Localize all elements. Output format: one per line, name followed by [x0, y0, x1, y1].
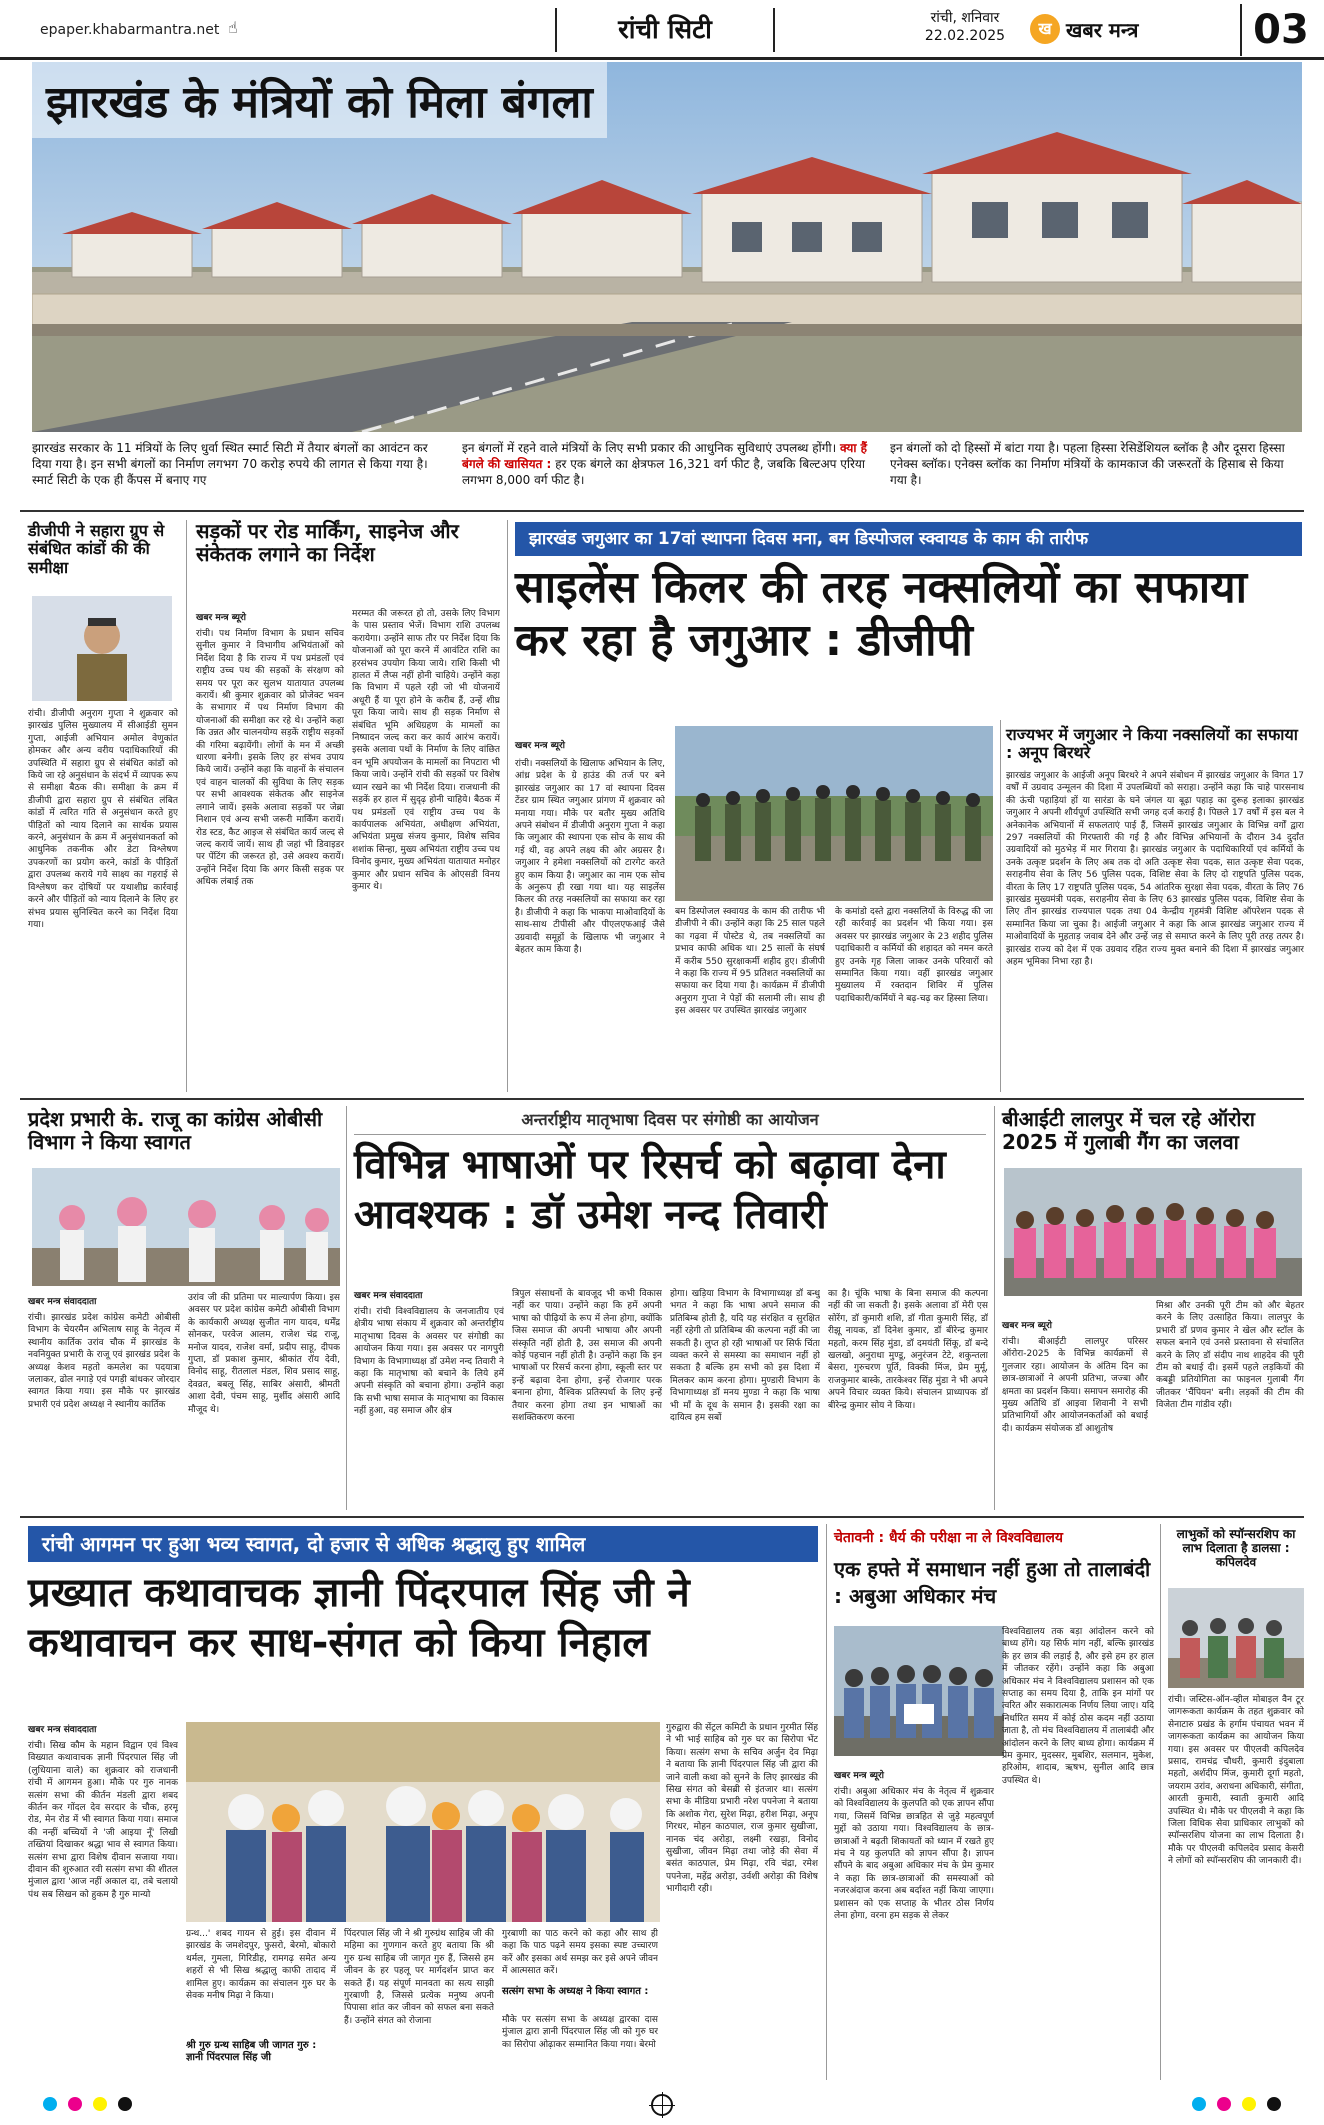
bit-col-2: मिश्रा और उनकी पूरी टीम को और बेहतर करने के लिए उत्साहित किया। लालपुर के प्रभारी डॉ प्रणव कुमार ने खेल और स्टॉल के सफल बनाने एवं उनसे प्रस्तावना से संचालित करने के लिए डॉ संदीप नाथ शाहदेव की पूरी टीम को बधाई दी। इसमें पहले लड़कियों की कबड्डी प्रतियोगिता का फाइनल गुलाबी गैंग जीतकर 'चैंपियन' बनी। लड़कों की टीम की विजेता टीम गांडीव रही। [1156, 1301, 1304, 1411]
yellow-dot-icon [1242, 2097, 1256, 2111]
sangoshthi-col-2: त्रिपुल संसाधनों के बावजूद भी कभी विकास नहीं कर पाया। उन्होंने कहा कि हमें अपनी भाषा को पीढ़ियों के रूप में लेना होगा, क्योंकि जिस समाज की अपनी भाषाया और अपनी संस्कृति नहीं होती है, उस समाज की अपनी कोई पहचान नहीं होती है। उन्होंने कहा कि इन भाषाओं पर रिसर्च करना होगा, स्कूली स्तर पर इन्हें बढ़ावा देना होगा, इन्हें रोजगार परक बनाना होगा, वैश्विक प्रतिस्पर्धा के लिए इन्हें तैयार करना होगा तथा इन भाषाओं का सशक्तिकरण करना [512, 1289, 662, 1424]
issue-date: 22.02.2025 [924, 27, 1006, 44]
jaguar-headline: साइलेंस किलर की तरह नक्सलियों का सफाया कर रहा है जगुआर : डीजीपी [515, 562, 1248, 666]
sangoshthi-col-4: का है। चूंकि भाषा के बिना समाज की कल्पना नहीं की जा सकती है। इसके अलावा डॉ मेरी एस सोरेंग, डॉ कुमारी शशि, डॉ गीता कुमारी सिंह, डॉ रीझू नायक, डॉ दिनेश कुमार, डॉ बीरेन्द्र कुमार महतो, करम सिंह मुंडा, डॉ दमयंती सिंकू, डॉ बन्दे खलखो, अनुराधा मुण्डू, अनुरंजन टेटे, शकुन्तला बेसरा, गुरुचरण पूर्ति, विक्की मिंज, प्रेम मुर्मू, राजकुमार बास्के, तारकेश्वर सिंह मुंडा ने भी अपने अपने विचार व्यक्त किये। संचालन प्राध्यापक डॉ बीरेन्द्र कुमार सोय ने किया। [828, 1289, 988, 1411]
magenta-dot-icon [68, 2097, 82, 2111]
gyani-gathering-illustration [186, 1722, 660, 1922]
black-dot-icon [1267, 2097, 1281, 2111]
sangoshthi-headline: विभिन्न भाषाओं पर रिसर्च को बढ़ावा देना आवश्यक : डॉ उमेश नन्द तिवारी [354, 1142, 946, 1238]
university-photo [834, 1626, 1004, 1756]
divider [826, 1524, 827, 2080]
gyani-col-3: पिंदरपाल सिंह जी ने श्री गुरुग्रंथ साहिब जी की महिमा का गुणगान करते हुए बताया कि श्री गुरु ग्रन्थ साहिब जी जागृत गुरु हैं, जिससे हम जीवन के हर पहलू पर मार्गदर्शन प्राप्त कर सकते हैं। यह संपूर्ण मानवता का सत्य साझी गुरबाणी है, जिससे प्रत्येक मनुष्य अपनी पिपासा शांत कर जीवन को सफल बना सकते हैं। उन्होंने संगत को रोजाना [344, 1929, 494, 2026]
university-kicker [834, 1528, 1154, 1547]
date-block [910, 10, 1020, 45]
section-title: रांची सिटी [618, 15, 712, 45]
lead-photo [32, 62, 1302, 432]
site-url[interactable]: epaper.khabarmantra.net [40, 22, 220, 38]
lead-headline-box [32, 62, 607, 138]
dgp-portrait [32, 596, 172, 701]
divider [507, 520, 508, 1092]
dgp-sahara-headline: डीजीपी ने सहारा ग्रुप से संबंधित कांडों की की समीक्षा [28, 521, 165, 577]
dgp-sahara-body: रांची। डीजीपी अनुराग गुप्ता ने शुक्रवार को झारखंड पुलिस मुख्यालय में सीआईडी सुमन गुप्ता, आईजी अभियान अमोल वेणुकांत होमकर और अन्य वरीय पदाधिकारियों की उपस्थिति में सहारा ग्रुप से संबंधित कांडों को किये जा रहे अनुसंधान के संदर्भ में व्यापक रूप से समीक्षा बैठक की। समीक्षा के क्रम में डीजीपी द्वारा सहारा ग्रुप से संबंधित लंबित कांडों में त्वरित गति से अनुसंधान करते हुए पीड़ितों को न्याय दिलाने का सार्थक प्रयास करने, अनुसंधान के क्रम में अनुसंधानकर्ता को आधुनिक तकनीक और डेटा विश्लेषण उपकरणों का प्रयोग करने, कांडों के पीड़ितों द्वारा उपलब्ध कराये गये साक्ष्य का गहराई से विश्लेषण कर दोषियों पर यथाशीघ्र कार्रवाई करने और पीड़ितों को न्याय दिलाने के लिए हर संभव प्रयास सुनिश्चित करने का निर्देश दिया गया। [28, 709, 178, 930]
raju-photo [32, 1168, 340, 1286]
bit-students-illustration [1004, 1168, 1302, 1296]
lead-headline: झारखंड के मंत्रियों को मिला बंगला [46, 77, 593, 128]
lead-caption-2 [462, 440, 877, 489]
road-byline: खबर मन्त्र ब्यूरो [196, 613, 246, 623]
gyani-subhead-1: श्री गुरु ग्रन्थ साहिब जी जागत गुरु : ज्ञानी पिंदरपाल सिंह जी [186, 2040, 317, 2063]
rajyabhar-body: झारखंड जगुआर के आईजी अनूप बिरथरे ने अपने संबोधन में झारखंड जगुआर के विगत 17 वर्षों में उग्रवाद उन्मूलन की दिशा में उपलब्धियों को सराहा। उन्होंने कहा कि चाहे पारसनाथ की ऊंची पहाड़ियां हों या सारंडा के घने जंगल या बूढ़ा पहाड़ का दुरूह इलाका झारखंड जगुआर ने अपनी शौर्यपूर्ण उपस्थिति सभी जगह दर्ज कराई है। पिछले 17 वर्षों में इस बल ने अनेकानेक अभियानों में सफलताएं पाई हैं, जिसमें झारखंड जगुआर के विभिन्न वर्गों द्वारा 297 नक्सलियों की गिरफ्तारी की गई है और विभिन्न अभियानों के दौरान 34 दुर्दांत उग्रवादियों को मुठभेड़ में मार गिराया है। झारखंड जगुआर के पदाधिकारियों एवं कर्मियों के उनके उत्कृष्ट प्रदर्शन के लिए अब तक दो अति उत्कृष्ट सेवा पदक, सात उत्कृष्ट सेवा पदक, सराहनीय सेवा के लिए 56 पुलिस पदक, विशिष्ट सेवा के लिए दो राष्ट्रपति पुलिस पदक, वीरता के लिए 17 राष्ट्रपति पुलिस पदक, 54 आंतरिक सुरक्षा सेवा पदक, वीरता के लिए 76 झारखंड मुख्यमंत्री पदक, सराहनीय सेवा के लिए 63 झारखंड पुलिस पदक, विशिष्ट सेवा के लिए तीन झारखंड राज्यपाल पदक तथा 04 केन्द्रीय गृहमंत्री विशिष्ट ऑपरेशन पदक से सम्मानित किया जा चुका है। आईजी जगुआर ने कहा कि आज झारखंड जगुआर राज्य में माओवादियों के मुहताड़ जवाब देने और उन्हें जड़ से समाप्त करने के लिए पूरी तरह तत्पर है। झारखंड राज्य को देश में एक उग्रवाद रहित राज्य मुक्त बनाने की दिशा में झारखंड जगुआर अहम भूमिका निभा रहा है। [1006, 771, 1304, 968]
caption2-post: हर एक बंगले का क्षेत्रफल 16,321 वर्ग फीट है, जबकि बिल्टअप एरिया लगभग 8,000 वर्ग फीट है। [462, 457, 865, 488]
road-col-1: रांची। पथ निर्माण विभाग के प्रधान सचिव सुनील कुमार ने विभागीय अभियंताओं को निर्देश दिया है कि राज्य में पथ प्रमंडलों एवं राष्ट्रीय उच्च पथ की सड़कों के संरक्षण को समय पर पूरा कर सुलभ यातायात उपलब्ध करायें। श्री कुमार शुक्रवार को प्रोजेक्ट भवन के सभागार में पथ निर्माण विभाग की योजनाओं की समीक्षा कर रहे थे। उन्होंने कहा कि उन्नत और चालनयोग्य सड़कें राष्ट्रीय सड़कों की गरिमा बढ़ायेंगी। लोगों के मन में अच्छी धारणा बनेगी। इसके लिए हर संभव उपाय किये जायें। उन्होंने कहा कि वाहनों के संचालन एवं वाहन चालकों की सुविधा के लिए सड़क पर सभी आवश्यक संकेतक और साइनेज लगाने जायें। इसके अलावा सड़कों पर जेब्रा निशान एवं अन्य सभी जरूरी मार्किंग करायें। रोड स्टड, कैट आइज से संबंधित कार्य जल्द से जल्द करायें जायें। साथ ही जहां भी डिवाइडर पर पेंटिंग की जरूरत हो, उसे अवश्य करायें। उन्होंने निर्देश दिया कि अगर किसी सड़क पर अधिक लंबाई तक [196, 629, 344, 888]
sangoshthi-col-3: होगा। खड़िया विभाग के विभागाध्यक्ष डॉ बन्धु भगत ने कहा कि भाषा अपने समाज की प्रतिबिम्ब होती है, यदि यह संरक्षित व सुरक्षित नहीं रहेगी तो प्रतिबिम्ब की कल्पना नहीं की जा सकती है। लुप्त हो रही भाषाओं पर सिर्फ चिंता व्यक्त करने से समस्या का समाधान नहीं हो सकता है बल्कि हम सभी को इस दिशा में मिलकर काम करना होगा। मुण्डारी विभाग के विभागाध्यक्ष डॉ मनय मुण्डा ने कहा कि भाषा भी माँ के दूध के समान है। इसकी रक्षा का दायित्व हम सबों [670, 1289, 820, 1424]
dgp-photo [32, 596, 172, 701]
gyani-photo [186, 1722, 660, 1922]
divider [1000, 720, 1001, 1092]
registration-mark-icon [651, 2094, 673, 2116]
registration-bar [0, 2090, 1324, 2120]
divider [346, 1106, 347, 1510]
gyani-col-1: रांची। सिख कौम के महान विद्वान एवं विश्व विख्यात कथावाचक ज्ञानी पिंदरपाल सिंह जी (लुधियाना वाले) का शुक्रवार को राजधानी रांची में आगमन हुआ। मौके पर गुरु नानक सत्संग सभा की कीर्तन मंडली द्वारा शबद कीर्तन कर गोंदल देव सरदार के चौक, हरमू रोड, मेन रोड में भी स्वागत किया गया। समाज की नन्हीं बच्चियों ने 'जी आइया नूँ' लिखी तख्तियां दिखाकर श्रद्धा भाव से स्वागत किया। सत्संग सभा द्वारा विशेष दीवान सजाया गया। दीवान की शुरुआत रवी सत्संग सभा की शीतल मुंजाल द्वारा 'आज नहीं अकाल दा, तबे चलायो पंथ सब सिखन को हुकम है गुरु मान्यो [28, 1741, 178, 1900]
university-byline: खबर मन्त्र ब्यूरो [834, 1771, 884, 1781]
sangoshthi-col-1: रांची। रांची विश्वविद्यालय के जनजातीय एवं क्षेत्रीय भाषा संकाय में शुक्रवार को अन्तर्राष्ट्रीय मातृभाषा दिवस के अवसर पर संगोष्ठी का आयोजन किया गया। इस अवसर पर नागपुरी विभाग के विभागाध्यक्ष डॉ उमेश नन्द तिवारी ने कहा कि मातृभाषा को बचाने के लिये हमें अपनी संस्कृति को बचाना होगा। उन्होंने कहा कि सभी भाषा समाज के मातृभाषा का विकास नहीं हुआ, वह समाज और क्षेत्र [354, 1307, 504, 1417]
raju-col-2: उरांव जी की प्रतिमा पर माल्यार्पण किया। इस अवसर पर प्रदेश कांग्रेस कमेटी ओबीसी विभाग के कार्यकारी अध्यक्ष सुजीत नाग यादव, धर्मेंद्र सोनकर, परवेज आलम, राजेश चंद्र राजू, मनोज यादव, राजेश वर्मा, प्रदीप साहू, दीपक गुप्ता, डॉ प्रकाश कुमार, श्रीकांत रॉय देवी, विनोद साहू, रीतलाल मंडल, शिव प्रसाद साहू, देवव्रत, बबलू सिंह, साबिर अंसारी, श्रीमती आशा देवी, पंचम साहू, मुर्शीद अंसारी आदि मौजूद थे। [188, 1293, 340, 1415]
university-col-2: विश्वविद्यालय तक बड़ा आंदोलन करने को बाध्य होंगे। यह सिर्फ मांग नहीं, बल्कि झारखंड के हर छात्र की लड़ाई है, और इसे हम हर हाल में जीतकर रहेंगे। उन्होंने कहा कि अबुआ अधिकार मंच ने विश्वविद्यालय प्रशासन को एक सप्ताह का समय दिया है, ताकि इन मांगों पर त्वरित और सकारात्मक निर्णय लिया जाए। यदि निर्धारित समय में कोई ठोस कदम नहीं उठाया जाता है, तो मंच विश्वविद्यालय में तालाबंदी और आंदोलन करने के लिए बाध्य होगा। कार्यक्रम में प्रेम कुमार, मुदस्सर, मुबशिर, सलमान, मुकेश, हरिओम, शादाब, ऋषभ, सुनील आदि छात्र उपस्थित थे। [1002, 1627, 1154, 1786]
section-title-box [555, 8, 775, 52]
page-number: 03 [1253, 7, 1309, 53]
labhuko-photo [1168, 1588, 1304, 1688]
divider [186, 520, 187, 1092]
caption2-highlight: क्या हैं बंगले की खासियत : [462, 441, 868, 472]
gyani-headline: प्रख्यात कथावाचक ज्ञानी पिंदरपाल सिंह जी ने कथावाचन कर साध-संगत को किया निहाल [28, 1570, 690, 1666]
caption2-pre: इन बंगलों में रहने वाले मंत्रियों के लिए सभी प्रकार की आधुनिक सुविधाएं उपलब्ध होंगी। [462, 441, 837, 455]
city-day: रांची, शनिवार [930, 10, 1000, 26]
sangoshthi-kicker: अन्तर्राष्ट्रीय मातृभाषा दिवस पर संगोष्ठी का आयोजन [354, 1108, 986, 1135]
gyani-col-4: गुरबाणी का पाठ करने को कहा और साथ ही कहा कि पाठ पढ़ने समय इसका स्पष्ट उच्चारण करें और इसका अर्थ समझ कर इसे अपने जीवन में आत्मसात करें। [502, 1929, 658, 1977]
divider [994, 1106, 995, 1510]
color-dots-left [40, 2096, 135, 2115]
bit-headline: बीआईटी लालपुर में चल रहे ऑरोरा 2025 में गुलाबी गैंग का जलवा [1002, 1107, 1255, 1154]
magenta-dot-icon [1217, 2097, 1231, 2111]
raju-welcome-illustration [32, 1168, 340, 1286]
jaguar-col-1: रांची। नक्सलियों के खिलाफ अभियान के लिए, आंध्र प्रदेश के ग्रे हाउंड की तर्ज पर बने झारखंड जगुआर का 17 वां स्थापना दिवस टेंडर ग्राम स्थित जगुआर प्रांगण में शुक्रवार को मनाया गया। मौके पर बतौर मुख्य अतिथि अपने संबोधन में डीजीपी अनुराग गुप्ता ने कहा कि जगुआर की स्थापना एक सोच के साथ की गई थी, वह अपने लक्ष्य की ओर अग्रसर है। जगुआर ने हमेशा नक्सलियों को टारगेट करते हुए काम किया है। जगुआर का नाम एक सोच के अनुरूप ही रखा गया था। यह साइलेंस किलर की तरह नक्सलियों का सफाया कर रहा है। डीजीपी ने कहा कि भाकपा माओवादियों के साथ-साथ टीपीसी और पीएलएफआई जैसे उग्रवादी समूहों के खिलाफ भी जगुआर ने बेहतर काम किया है। [515, 759, 665, 956]
brand-name: खबर मन्त्र [1066, 18, 1139, 42]
cyan-dot-icon [1192, 2097, 1206, 2111]
university-col-1: रांची। अबुआ अधिकार मंच के नेतृत्व में शुक्रवार को विश्वविद्यालय के कुलपति को एक ज्ञापन सौंपा गया, जिसमें विभिन्न छात्रहित से जुड़े महत्वपूर्ण मुद्दों को उठाया गया। विश्वविद्यालय के छात्र-छात्राओं ने बढ़ती शिकायतों को ध्यान में रखते हुए मंच ने यह कुलपति को ज्ञापन सौंपा है। ज्ञापन सौंपने के बाद अबुआ अधिकार मंच के प्रेम कुमार ने कहा कि छात्र-छात्राओं की समस्याओं को नजरअंदाज करना अब बर्दाश्त नहीं किया जाएगा। प्रशासन को एक सप्ताह के भीतर ठोस निर्णय लेना होगा, वरना हम सड़क से लेकर [834, 1787, 994, 1922]
raju-byline: खबर मन्त्र संवाददाता [28, 1297, 97, 1307]
road-headline: सड़कों पर रोड मार्किंग, साइनेज और संकेतक लगाने का निर्देश [196, 519, 459, 566]
color-dots-right [1189, 2096, 1284, 2115]
masthead [0, 0, 1324, 60]
labhuko-headline: लाभुकों को स्पॉन्सरशिप का लाभ दिलाता है डालसा : कपिलदेव [1176, 1527, 1296, 1569]
raju-headline: प्रदेश प्रभारी के. राजू का कांग्रेस ओबीसी विभाग ने किया स्वागत [28, 1107, 323, 1154]
gyani-col-2: ग्रन्थ...' शबद गायन से हुई। इस दीवान में झारखंड के जमशेदपुर, फुसरो, बेरमो, बोकारो थर्मल, गुमला, गिरिडीह, रामगढ़ समेत अन्य शहरों से भी सिख श्रद्धालु काफी तादाद में शामिल हुए। कार्यक्रम का संचालन गुरु घर के सेवक मनीष मिढ़ा ने किया। [186, 1929, 336, 2002]
page-number-box [1240, 4, 1320, 56]
raju-col-1: रांची। झारखंड प्रदेश कांग्रेस कमेटी ओबीसी विभाग के चेयरमैन अभिलाष साहू के नेतृत्व में स्थानीय कार्तिक उरांव चौक में झारखंड के नवनियुक्त प्रभारी के राजू एवं झारखंड प्रदेश के अध्यक्ष केशव महतो कमलेश का पदयात्रा जलाकर, ढोल नगाड़े एवं पगड़ी बांधकर जोरदार स्वागत किया गया। इस मौके पर झारखंड प्रभारी एवं प्रदेश अध्यक्ष ने स्थानीय कार्तिक [28, 1313, 180, 1410]
rajyabhar-headline: राज्यभर में जगुआर ने किया नक्सलियों का सफाया : अनूप बिरथरे [1006, 725, 1298, 763]
road-col-2: मरम्मत की जरूरत हो तो, उसके लिए विभाग के पास प्रस्ताव भेजें। विभाग राशि उपलब्ध करायेगा। उन्होंने साफ तौर पर निर्देश दिया कि योजनाओं को पूरा करने में आवंटित राशि का हरसंभव उपयोग किया जाये। राशि किसी भी हालत में लैप्स नहीं होनी चाहिये। उन्होंने कहा कि विभाग में पहले रही जो भी योजनायें अधूरी हैं या पूरा होने के करीब हैं, उन्हें शीघ्र पूरा किया जाये। साथ ही सड़क निर्माण से संबंधित भूमि अधिग्रहण के मामलों का निष्पादन जल्द करा कर कार्य आरंभ करायें। इसके अलावा पथों के निर्माण के लिए वांछित वन भूमि अपयोजन के मामलों का निपटारा भी किया जाये। उन्होंने रांची की सड़कों पर विशेष ध्यान रखने का भी निर्देश दिया। राजधानी की सड़कें हर हाल में सुदृढ़ होनी चाहिये। बैठक में पथ प्रमंडलों एवं राष्ट्रीय उच्च पथ के कार्यपालक अभियंता, अधीक्षण अभियंता, अभियंता प्रमुख संजय कुमार, विशेष सचिव शशांक सिन्हा, मुख्य अभियंता राष्ट्रीय उच्च पथ विनोद कुमार, मुख्य अभियंता यातायात मनोहर कुमार और प्रधान सचिव के ओएसडी विनय कुमार थे। [352, 609, 500, 892]
gyani-col-5: गुरुद्वारा की सेंट्रल कमिटी के प्रधान गुरमीत सिंह ने भी भाई साहिब को गुरु घर का सिरोपा भेंट किया। सत्संग सभा के सचिव अर्जुन देव मिढ़ा ने बताया कि ज्ञानी पिंदरपाल सिंह जी द्वारा की जाने वाली कथा को सुनने के लिए झारखंड की सिख संगत को बेसब्री से इंतजार था। सत्संग सभा के मीडिया प्रभारी नरेश पपनेजा ने बताया कि अशोक गेरा, सुरेश मिढ़ा, हरीश मिढ़ा, अनूप गिरधर, मोहन काठपाल, राज कुमार सुखीजा, नानक चंद अरोड़ा, लक्ष्मी रखड़ा, विनोद सुखीजा, जीवन मिढ़ा तथा जोड़े की सेवा में बसंत काठपाल, प्रेम मिढ़ा, रवि चंद्रा, रमेश पपनेजा, महेंद्र अरोड़ा, उर्वशी अरोड़ा की विशेष भागीदारी रही। [666, 1723, 818, 1895]
jaguar-byline: खबर मन्त्र ब्यूरो [515, 741, 565, 751]
divider [1160, 1524, 1161, 2080]
sangoshthi-byline: खबर मन्त्र संवाददाता [354, 1291, 423, 1301]
cyan-dot-icon [43, 2097, 57, 2111]
gyani-subhead-2: सत्संग सभा के अध्यक्ष ने किया स्वागत : [502, 1986, 649, 1997]
university-memorandum-illustration [834, 1626, 1004, 1756]
jaguar-col-2: बम डिस्पोजल स्क्वायड के काम की तारीफ भी डीजीपी ने की। उन्होंने कहा कि 25 साल पहले का गढ़वा में पोस्टेड थे, तब नक्सलियों का प्रभाव काफी अधिक था। 25 सालों के संघर्ष में करीब 550 सुरक्षाकर्मी शहीद हुए। डीजीपी ने कहा कि राज्य में 95 प्रतिशत नक्सलियों का सफाया कर दिया गया है। कार्यक्रम में डीजीपी अनुराग गुप्ता ने पेड़ों की सलामी ली। साथ ही इस अवसर पर उपस्थित झारखंड जगुआर [675, 907, 825, 1017]
bit-photo [1004, 1168, 1302, 1296]
university-headline: एक हफ्ते में समाधान नहीं हुआ तो तालाबंदी : अबुआ अधिकार मंच [834, 1557, 1151, 1608]
lead-caption-1: झारखंड सरकार के 11 मंत्रियों के लिए धुर्वा स्थित स्मार्ट सिटी में तैयार बंगलों का आवंटन कर दिया गया है। इन सभी बंगलों का निर्माण लगभग 70 करोड़ रुपये की लागत से किया गया है। स्मार्ट सिटी के एक ही कैंपस में बनाए गए [32, 441, 428, 488]
cursor-icon: ☝ [228, 18, 238, 37]
jaguar-kicker: झारखंड जगुआर का 17वां स्थापना दिवस मना, बम डिस्पोजल स्क्वायड के काम की तारीफ [515, 522, 1302, 556]
labhuko-body: रांची। जस्टिस-ऑन-व्हील मोबाइल वैन टूर जागरूकता कार्यक्रम के तहत शुक्रवार को सेनाटारु प्रखंड के हर्गाम पंचायत भवन में जागरूकता कार्यक्रम का आयोजन किया गया। इस अवसर पर पीएलवी कपिलदेव प्रसाद, रामचंद्र चौधरी, कुमारी इंदुबाला महतो, अर्शदीप मिंज, कुमारी दूर्गा महतो, जयराम उरांव, अराधना अधिकारी, संगीता, आरती कुमारी, स्वाती कुमारी आदि उपस्थित थे। मौके पर पीएलवी ने कहा कि जिला विधिक सेवा प्राधिकार लाभुकों को स्पॉन्सरशिप योजना का लाभ दिलाता है। मौके पर पीएलवी कपिलदेव प्रसाद केसरी ने लोगों को स्पॉन्सरशिप की जानकारी दी। [1168, 1695, 1304, 1867]
gyani-byline: खबर मन्त्र संवाददाता [28, 1725, 97, 1735]
divider [20, 510, 1304, 512]
divider [20, 1516, 1304, 1518]
labhuko-awareness-illustration [1168, 1588, 1304, 1688]
yellow-dot-icon [93, 2097, 107, 2111]
jaguar-parade-illustration [675, 726, 993, 901]
lead-caption-3: इन बंगलों को दो हिस्सों में बांटा गया है। पहला हिस्सा रेसिडेंशियल ब्लॉक है और दूसरा हिस्सा एनेक्स ब्लॉक। एनेक्स ब्लॉक का निर्माण मंत्रियों के कामकाज की जरूरतों के हिसाब से किया गया है। [890, 441, 1285, 488]
bit-col-1: रांची। बीआईटी लालपुर परिसर ऑरोरा-2025 के विभिन्न कार्यक्रमों से गुलजार रहा। आयोजन के अंतिम दिन का छात्र-छात्राओं ने अपनी प्रतिभा, जज्बा और क्षमता का प्रदर्शन किया। समापन समारोह की मुख्य अतिथि डॉ आइवा शिवानी ने सभी प्रतिभागियों और आयोजनकर्ताओं को बधाई दी। कार्यक्रम संयोजक डॉ आशुतोष [1002, 1337, 1148, 1434]
brand-logo-icon: ख [1030, 14, 1060, 44]
jaguar-photo [675, 726, 993, 901]
university-kicker-text: चेतावनी : धैर्य की परीक्षा ना ले विश्वविद्यालय [834, 1530, 1063, 1546]
divider [20, 1098, 1304, 1100]
black-dot-icon [118, 2097, 132, 2111]
gyani-band: रांची आगमन पर हुआ भव्य स्वागत, दो हजार से अधिक श्रद्धालु हुए शामिल [28, 1526, 818, 1562]
jaguar-col-3: के कमांडो दस्ते द्वारा नक्सलियों के विरुद्ध की जा रही कार्रवाई का प्रदर्शन भी किया गया। इस अवसर पर झारखंड जगुआर के 23 शहीद पुलिस पदाधिकारी व कर्मियों की शहादत को नमन करते हुए उनके गृह जिला जाकर उनके परिवारों को सम्मानित किया गया। वहीं झारखंड जगुआर मुख्यालय में रक्तदान शिविर में पुलिस पदाधिकारी/कर्मियों ने बढ़-चढ़ कर हिस्सा लिया। [835, 907, 993, 1004]
bit-byline: खबर मन्त्र ब्यूरो [1002, 1321, 1052, 1331]
gyani-col-4b: मौके पर सत्संग सभा के अध्यक्ष द्वारका दास मुंजाल द्वारा ज्ञानी पिंदरपाल सिंह जी को गुरु घर का सिरोपा ओढ़ाकर सम्मानित किया गया। बेरमो [502, 2015, 658, 2050]
